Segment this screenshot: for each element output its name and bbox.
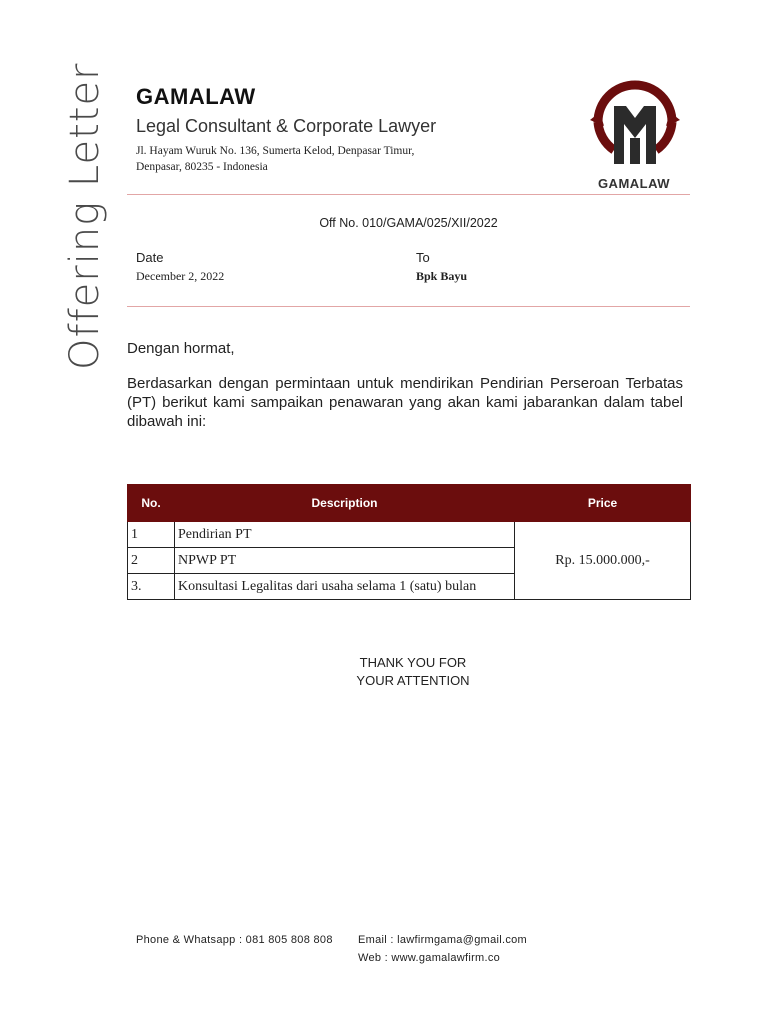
footer-email: Email : lawfirmgama@gmail.com xyxy=(358,934,528,946)
closing-message xyxy=(300,654,526,690)
recipient-value: Bpk Bayu xyxy=(416,269,468,283)
row-description: NPWP PT xyxy=(175,548,515,574)
table-row xyxy=(128,522,691,548)
offer-table xyxy=(127,484,691,600)
column-header-price: Price xyxy=(515,485,691,522)
row-number: 3. xyxy=(128,574,175,600)
reference-number: Off No. 010/GAMA/025/XII/2022 xyxy=(319,216,498,230)
address-line-2: Denpasar, 80235 - Indonesia xyxy=(136,161,268,173)
brand-name: GAMALAW xyxy=(136,84,256,109)
greeting: Dengan hormat, xyxy=(127,340,235,357)
row-number: 1 xyxy=(128,522,175,548)
footer-phone: Phone & Whatsapp : 081 805 808 808 xyxy=(136,934,333,946)
closing-line-1: THANK YOU FOR xyxy=(359,655,467,670)
date-label: Date xyxy=(136,250,164,265)
row-description: Konsultasi Legalitas dari usaha selama 1 (satu) bulan xyxy=(175,574,515,600)
table-header-row xyxy=(128,485,691,522)
logo-caption: GAMALAW xyxy=(597,176,671,191)
company-address xyxy=(136,143,456,175)
header-divider xyxy=(127,194,690,195)
price-cell: Rp. 15.000.000,- xyxy=(515,522,691,600)
column-header-no: No. xyxy=(128,485,175,522)
row-number: 2 xyxy=(128,548,175,574)
closing-line-2: YOUR ATTENTION xyxy=(356,673,470,688)
footer-web: Web : www.gamalawfirm.co xyxy=(358,952,501,964)
column-header-description: Description xyxy=(175,485,515,522)
footer-contact xyxy=(358,931,527,967)
row-description: Pendirian PT xyxy=(175,522,515,548)
brand-tagline: Legal Consultant & Corporate Lawyer xyxy=(136,116,437,136)
recipient-label: To xyxy=(416,250,430,265)
meta-divider xyxy=(127,306,690,307)
offering-letter-title: Offering Letter xyxy=(62,62,108,370)
intro-paragraph: Berdasarkan dengan permintaan untuk mendirikan Pendirian Perseroan Terbatas (PT) berikut kami sampaikan penawaran yang akan kami jabarankan dalam tabel dibawah ini: xyxy=(127,375,683,430)
address-line-1: Jl. Hayam Wuruk No. 136, Sumerta Kelod, Denpasar Timur, xyxy=(136,145,415,157)
date-value: December 2, 2022 xyxy=(136,269,225,283)
